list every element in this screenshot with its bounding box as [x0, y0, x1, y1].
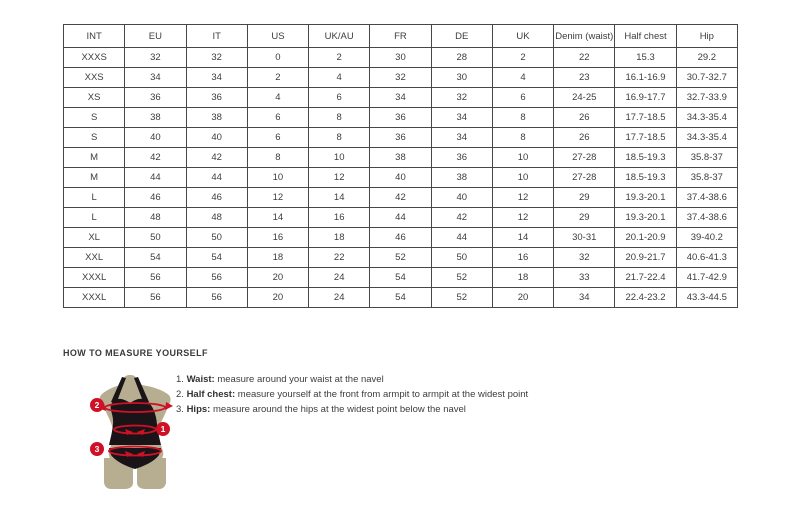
column-header: INT: [64, 25, 125, 48]
table-cell: 2: [492, 48, 553, 68]
step-number: 2.: [176, 389, 187, 400]
table-cell: 33: [554, 268, 615, 288]
table-cell: 16: [492, 248, 553, 268]
table-cell: 44: [370, 208, 431, 228]
table-cell: 35.8-37: [676, 168, 737, 188]
size-conversion-table: [63, 24, 738, 308]
table-cell: 24-25: [554, 88, 615, 108]
table-row: [64, 268, 738, 288]
table-cell: 38: [431, 168, 492, 188]
table-row: [64, 88, 738, 108]
column-header: DE: [431, 25, 492, 48]
table-cell: 46: [125, 188, 186, 208]
table-cell: 42: [431, 208, 492, 228]
table-row: [64, 228, 738, 248]
column-header: Denim (waist): [554, 25, 615, 48]
table-cell: 34: [431, 108, 492, 128]
table-cell: 40: [186, 128, 247, 148]
table-cell: 32: [554, 248, 615, 268]
badge-chest-number: 2: [94, 400, 100, 410]
table-cell: 34: [431, 128, 492, 148]
table-row: [64, 288, 738, 308]
table-cell: 0: [247, 48, 308, 68]
table-cell: 32: [125, 48, 186, 68]
table-cell: 54: [186, 248, 247, 268]
badge-hips-number: 3: [94, 444, 100, 454]
table-cell: 10: [247, 168, 308, 188]
table-cell: 46: [186, 188, 247, 208]
table-cell: 32: [370, 68, 431, 88]
table-row: [64, 148, 738, 168]
badge-waist-number: 1: [160, 424, 166, 434]
table-row: [64, 168, 738, 188]
table-cell: 29.2: [676, 48, 737, 68]
table-cell: 44: [125, 168, 186, 188]
table-cell: 34: [186, 68, 247, 88]
table-cell: 34.3-35.4: [676, 108, 737, 128]
table-cell: 8: [247, 148, 308, 168]
step-label: Hips:: [186, 404, 211, 415]
table-cell: 36: [370, 128, 431, 148]
step-label: Half chest:: [186, 389, 236, 400]
table-cell: 48: [125, 208, 186, 228]
table-cell: M: [64, 148, 125, 168]
table-cell: 23: [554, 68, 615, 88]
column-header: FR: [370, 25, 431, 48]
table-cell: 41.7-42.9: [676, 268, 737, 288]
table-cell: 14: [247, 208, 308, 228]
table-cell: 32.7-33.9: [676, 88, 737, 108]
measurement-figure: [85, 372, 190, 504]
table-cell: 12: [492, 188, 553, 208]
table-cell: 18.5-19.3: [615, 148, 676, 168]
table-cell: 38: [186, 108, 247, 128]
table-cell: 26: [554, 108, 615, 128]
table-cell: 10: [492, 168, 553, 188]
table-cell: 34: [125, 68, 186, 88]
step-text: measure yourself at the front from armpit to armpit at the widest point: [235, 389, 529, 400]
table-cell: 18: [309, 228, 370, 248]
table-cell: 54: [125, 248, 186, 268]
column-header: UK: [492, 25, 553, 48]
table-cell: 54: [370, 288, 431, 308]
step-label: Waist:: [186, 374, 215, 385]
table-cell: 6: [309, 88, 370, 108]
table-cell: 24: [309, 268, 370, 288]
table-cell: 40: [125, 128, 186, 148]
table-cell: 32: [431, 88, 492, 108]
table-cell: 56: [186, 288, 247, 308]
table-cell: 43.3-44.5: [676, 288, 737, 308]
table-cell: 26: [554, 128, 615, 148]
table-cell: 4: [309, 68, 370, 88]
table-cell: 54: [370, 268, 431, 288]
table-row: [64, 48, 738, 68]
table-cell: 48: [186, 208, 247, 228]
column-header: Hip: [676, 25, 737, 48]
table-cell: XXXS: [64, 48, 125, 68]
table-cell: 37.4-38.6: [676, 208, 737, 228]
table-cell: 20.1-20.9: [615, 228, 676, 248]
table-cell: 28: [431, 48, 492, 68]
table-cell: 6: [247, 128, 308, 148]
table-cell: 36: [125, 88, 186, 108]
column-header: IT: [186, 25, 247, 48]
measure-step: [176, 402, 528, 417]
column-header: US: [247, 25, 308, 48]
table-row: [64, 248, 738, 268]
table-cell: 19.3-20.1: [615, 208, 676, 228]
table-cell: 14: [492, 228, 553, 248]
table-cell: 30: [431, 68, 492, 88]
table-cell: 18: [492, 268, 553, 288]
size-table-header-row: [64, 25, 738, 48]
column-header: EU: [125, 25, 186, 48]
table-cell: 20: [247, 268, 308, 288]
mannequin-illustration: [85, 372, 190, 504]
table-cell: 34: [370, 88, 431, 108]
table-cell: 52: [370, 248, 431, 268]
table-cell: 52: [431, 268, 492, 288]
table-cell: 24: [309, 288, 370, 308]
table-cell: 40: [370, 168, 431, 188]
table-cell: 6: [492, 88, 553, 108]
table-row: [64, 188, 738, 208]
table-cell: 39-40.2: [676, 228, 737, 248]
table-cell: 56: [125, 288, 186, 308]
step-number: 1.: [176, 374, 187, 385]
table-row: [64, 68, 738, 88]
measure-step: [176, 372, 528, 387]
table-cell: 19.3-20.1: [615, 188, 676, 208]
measure-step: [176, 387, 528, 402]
table-cell: 10: [492, 148, 553, 168]
table-cell: 20.9-21.7: [615, 248, 676, 268]
table-cell: 12: [492, 208, 553, 228]
table-cell: XXXL: [64, 288, 125, 308]
table-cell: 56: [186, 268, 247, 288]
table-cell: 56: [125, 268, 186, 288]
table-cell: 42: [186, 148, 247, 168]
table-cell: 27-28: [554, 148, 615, 168]
table-cell: 37.4-38.6: [676, 188, 737, 208]
measure-guide-title: HOW TO MEASURE YOURSELF: [63, 348, 208, 358]
table-cell: XXS: [64, 68, 125, 88]
table-cell: 8: [309, 128, 370, 148]
table-cell: L: [64, 208, 125, 228]
measure-steps: [176, 372, 528, 417]
table-cell: 20: [492, 288, 553, 308]
table-row: [64, 128, 738, 148]
table-cell: 12: [247, 188, 308, 208]
step-number: 3.: [176, 404, 187, 415]
table-cell: XXL: [64, 248, 125, 268]
table-cell: 22.4-23.2: [615, 288, 676, 308]
table-cell: 17.7-18.5: [615, 128, 676, 148]
table-cell: XS: [64, 88, 125, 108]
table-cell: 16: [247, 228, 308, 248]
table-cell: 52: [431, 288, 492, 308]
table-cell: 42: [370, 188, 431, 208]
step-text: measure around the hips at the widest point below the navel: [210, 404, 466, 415]
table-cell: 6: [247, 108, 308, 128]
table-cell: 8: [492, 128, 553, 148]
table-cell: 38: [370, 148, 431, 168]
table-cell: 42: [125, 148, 186, 168]
column-header: Half chest: [615, 25, 676, 48]
table-cell: 32: [186, 48, 247, 68]
table-cell: 38: [125, 108, 186, 128]
table-cell: XL: [64, 228, 125, 248]
table-cell: M: [64, 168, 125, 188]
table-cell: 21.7-22.4: [615, 268, 676, 288]
table-cell: L: [64, 188, 125, 208]
table-cell: 29: [554, 188, 615, 208]
table-cell: 22: [554, 48, 615, 68]
table-cell: 35.8-37: [676, 148, 737, 168]
table-cell: 17.7-18.5: [615, 108, 676, 128]
table-cell: 18: [247, 248, 308, 268]
table-cell: 2: [247, 68, 308, 88]
table-cell: 8: [309, 108, 370, 128]
table-cell: 44: [431, 228, 492, 248]
table-cell: 34.3-35.4: [676, 128, 737, 148]
table-cell: 12: [309, 168, 370, 188]
table-cell: 40: [431, 188, 492, 208]
table-row: [64, 108, 738, 128]
table-cell: 10: [309, 148, 370, 168]
step-text: measure around your waist at the navel: [214, 374, 384, 385]
table-cell: 36: [186, 88, 247, 108]
table-cell: 50: [431, 248, 492, 268]
table-cell: 34: [554, 288, 615, 308]
table-cell: 15.3: [615, 48, 676, 68]
size-table-body: [64, 48, 738, 308]
table-cell: S: [64, 108, 125, 128]
table-cell: 30.7-32.7: [676, 68, 737, 88]
table-cell: 46: [370, 228, 431, 248]
table-cell: 4: [247, 88, 308, 108]
table-cell: 50: [125, 228, 186, 248]
table-cell: 50: [186, 228, 247, 248]
column-header: UK/AU: [309, 25, 370, 48]
table-cell: 18.5-19.3: [615, 168, 676, 188]
table-cell: 36: [370, 108, 431, 128]
table-cell: 29: [554, 208, 615, 228]
table-cell: 16.9-17.7: [615, 88, 676, 108]
table-cell: 30: [370, 48, 431, 68]
table-cell: 16.1-16.9: [615, 68, 676, 88]
table-cell: 14: [309, 188, 370, 208]
table-row: [64, 208, 738, 228]
table-cell: S: [64, 128, 125, 148]
table-cell: 44: [186, 168, 247, 188]
table-cell: 36: [431, 148, 492, 168]
table-cell: 8: [492, 108, 553, 128]
table-cell: XXXL: [64, 268, 125, 288]
table-cell: 27-28: [554, 168, 615, 188]
table-cell: 40.6-41.3: [676, 248, 737, 268]
table-cell: 16: [309, 208, 370, 228]
table-cell: 30-31: [554, 228, 615, 248]
table-cell: 20: [247, 288, 308, 308]
table-cell: 2: [309, 48, 370, 68]
table-cell: 22: [309, 248, 370, 268]
table-cell: 4: [492, 68, 553, 88]
